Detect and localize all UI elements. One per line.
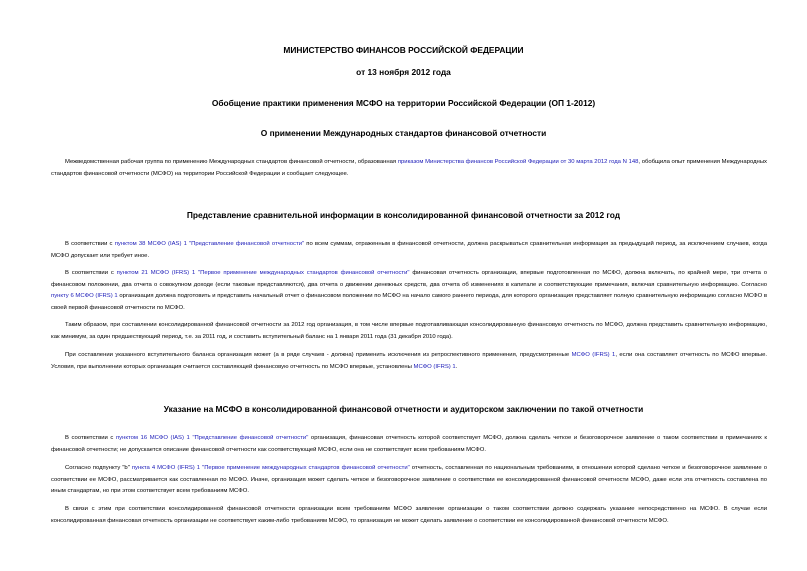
document-title: Обобщение практики применения МСФО на территории Российской Федерации (ОП 1-2012)	[211, 98, 596, 108]
ifrs1-p21-link[interactable]: пунктом 21 МСФО (IFRS) 1 "Первое применение международных стандартов финансовой отчетности"	[116, 270, 410, 276]
paragraph-text: В связи с этим при соответствии консолидированной финансовой отчетности организации всем требованиям МСФО заявление организации о таком соответствии должно содержать указание непосредственно на МСФО. В случае если консолидированная финансовая отчетность организации не соответствует каким-либо требованиям МСФО, то организация не может сделать заявление о соответствии ее консолидированной финансовой отчетности МСФО.	[51, 506, 767, 524]
ministry-heading: МИНИСТЕРСТВО ФИНАНСОВ РОССИЙСКОЙ ФЕДЕРАЦИИ	[283, 45, 524, 55]
section-2-paragraph-3	[51, 504, 767, 527]
section-1-paragraph-4	[51, 350, 767, 373]
paragraph-text: Таким образом, при составлении консолидированной финансовой отчетности за 2012 год организация, в том числе впервые подготавливающая консолидированную финансовую отчетность по МСФО, должна представить сравнительную информацию, как минимум, за один предшествующий период, т.е. за 2011 год, и составить вступительный баланс на 1 января 2011 года (31 декабря 2010 года).	[51, 322, 767, 340]
paragraph-text: В соответствии с	[65, 435, 116, 441]
paragraph-text: финансовая отчетность организации, впервые подготовленная по МСФО, должна включать, по крайней мере, три отчета о финансовом положении, два отчета о совокупном доходе (если таковые представляются), два отчета о движении денежных средств, два отчета об изменениях в капитале и соответствующие примечания, включая сравнительную информацию. Согласно	[51, 270, 767, 288]
section-2-heading: Указание на МСФО в консолидированной финансовой отчетности и аудиторском заключении по такой отчетности	[163, 404, 644, 414]
paragraph-text: организация, финансовая отчетность которой соответствует МСФО, должна сделать четкое и безоговорочное заявление о таком соответствии в примечаниях к финансовой отчетности; не допускается описание финансовой отчетности как соответствующей МСФО, если она не соответствует всем требованиям МСФО.	[51, 435, 768, 453]
order-link[interactable]: приказом Министерства финансов Российской Федерации от 30 марта 2012 года N 148	[397, 159, 639, 165]
paragraph-text: организация должна подготовить и представить начальный отчет о финансовом положении по МСФО на начало самого раннего периода, для которого организация представляет полную сравнительную информацию согласно МСФО в своей первой финансовой отчетности по МСФО.	[51, 293, 767, 311]
document-subtitle: О применении Международных стандартов финансовой отчетности	[260, 128, 547, 138]
document-date: от 13 ноября 2012 года	[356, 67, 451, 77]
section-1-paragraph-2	[51, 268, 767, 314]
paragraph-text: При составлении указанного вступительного баланса организация может (а в ряде случаев - должна) применить исключения из ретроспективного применения, предусмотренные	[65, 352, 572, 358]
intro-paragraph	[51, 157, 767, 180]
paragraph-text: .	[455, 363, 458, 370]
paragraph-text: В соответствии с	[65, 270, 117, 276]
section-1-paragraph-1	[51, 239, 767, 262]
ifrs1-link-2[interactable]: МСФО (IFRS) 1	[413, 363, 456, 370]
intro-text-1: Межведомственная рабочая группа по применению Международных стандартов финансовой отчетности, образованная	[65, 159, 398, 165]
ias1-p16-link[interactable]: пунктом 16 МСФО (IAS) 1 "Представление финансовой отчетности"	[115, 435, 309, 441]
ifrs1-p4-link[interactable]: пункта 4 МСФО (IFRS) 1 "Первое применение международных стандартов финансовой отчетности"	[131, 465, 410, 471]
paragraph-text: В соответствии с	[65, 241, 115, 247]
ifrs1-p6-link[interactable]: пункту 6 МСФО (IFRS) 1	[51, 293, 118, 300]
section-2-paragraph-2	[51, 463, 767, 498]
paragraph-text: по всем суммам, отраженным в финансовой отчетности, должна раскрываться сравнительная информация за предыдущий период, за исключением случаев, когда МСФО допускает или требует иное.	[51, 241, 767, 259]
section-2-paragraph-1	[51, 433, 767, 456]
section-1-paragraph-3	[51, 320, 767, 343]
section-1-heading: Представление сравнительной информации в консолидированной финансовой отчетности за 2012 год	[186, 210, 621, 220]
paragraph-text: отчетность, составленная по национальным требованиям, в отношении которой сделано четкое и безоговорочное заявление о соответствии ее МСФО, рассматривается как составленная по МСФО. Иначе, организация может сделать четкое и безоговорочное заявление о соответствии ее консолидированной финансовой отчетности МСФО, даже если эта отчетность составлена по иным стандартам, но при этом соответствует всем требованиям МСФО.	[51, 465, 767, 495]
ifrs1-link[interactable]: МСФО (IFRS) 1	[571, 352, 616, 358]
paragraph-text: , если она составляет отчетность по МСФО впервые. Условия, при выполнении которых организация считается составляющей финансовую отчетность по МСФО впервые, установлены	[51, 352, 767, 370]
paragraph-text: Согласно подпункту "b"	[65, 465, 132, 471]
intro-text-2: , обобщила опыт применения Международных стандартов финансовой отчетности (МСФО) на территории Российской Федерации и сообщает следующее.	[51, 159, 767, 177]
ias1-p38-link[interactable]: пунктом 38 МСФО (IAS) 1 "Представление финансовой отчетности"	[114, 241, 305, 247]
